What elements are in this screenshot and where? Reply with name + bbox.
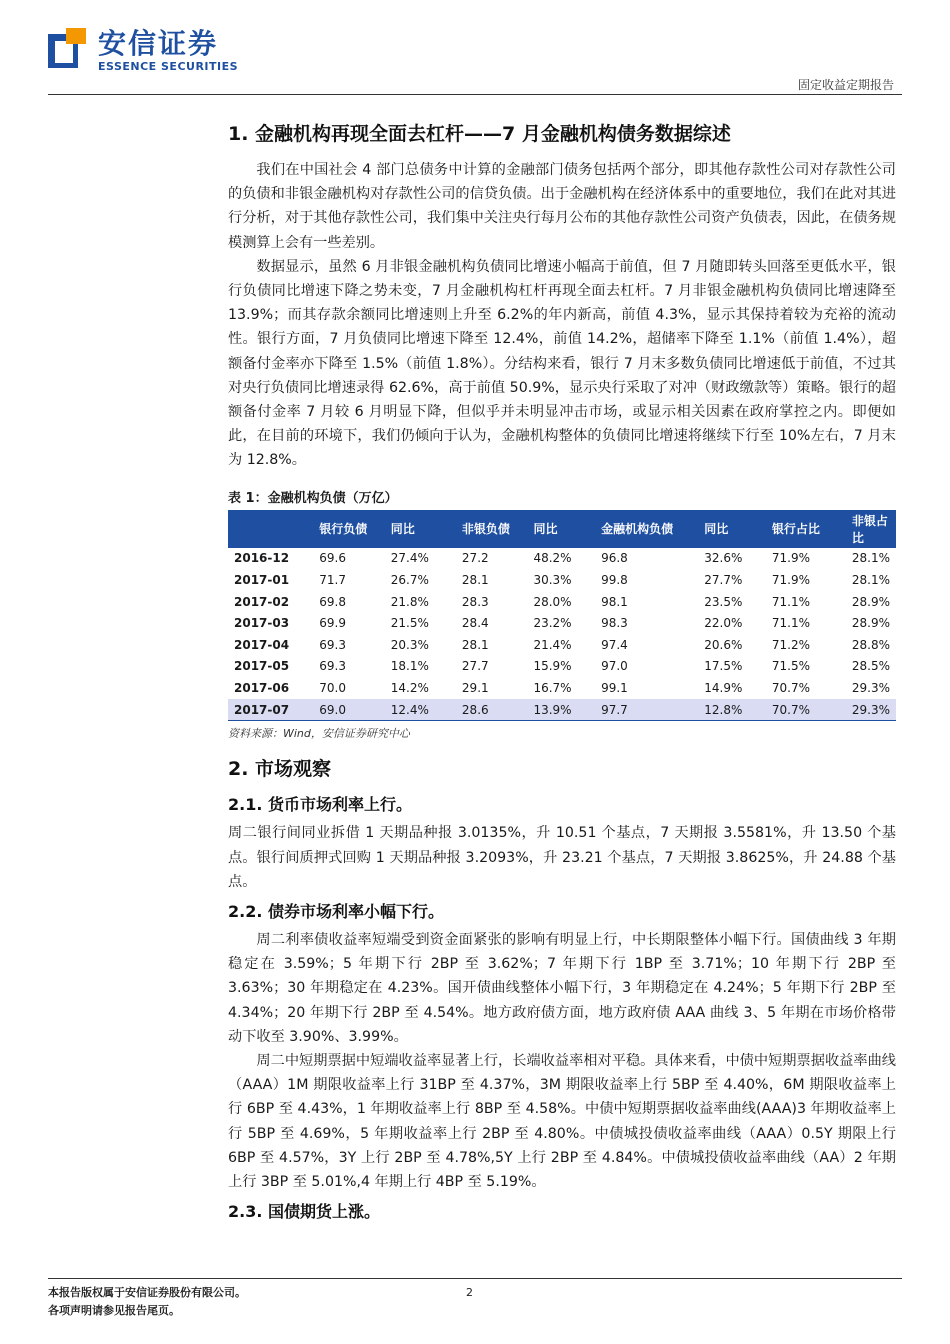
table-cell: 71.1% [771,616,811,631]
table-cell: 28.3 [461,594,489,609]
table-cell: 98.1 [601,594,628,609]
table-cell: 26.7% [390,573,429,588]
table-header-cell: 同比 [527,510,595,548]
table-cell: 29.3% [846,699,896,721]
table-cell: 98.3 [601,616,628,631]
table-cell: 29.1 [461,681,489,695]
table-row [228,569,896,591]
table-cell: 21.4% [533,637,572,652]
table-cell: 20.3% [390,637,429,652]
table-date-cell: 2017-01 [234,573,290,588]
table-cell: 71.9% [771,551,811,566]
table-cell: 70.0 [319,681,346,695]
table-row [228,656,896,678]
table-cell: 20.6% [704,637,743,652]
footer-notice: 各项声明请参见报告尾页。 [48,1304,180,1317]
table-cell: 97.0 [601,659,628,674]
table-cell: 22.0% [704,616,743,631]
table-cell: 71.1% [771,594,811,609]
table-date-cell: 2017-03 [234,616,290,631]
table-cell: 99.8 [601,573,628,588]
section-1-title: 1. 金融机构再现全面去杠杆——7 月金融机构债务数据综述 [228,123,731,145]
table-1-source: 资料来源：Wind，安信证券研究中心 [228,727,410,741]
financial-liabilities-table [228,510,896,722]
logo-chinese-name: 安信证券 [98,27,219,60]
logo-mark-icon [48,28,88,68]
table-date-cell: 2017-06 [234,681,290,695]
header-divider [48,94,902,95]
table-cell: 12.4% [385,699,456,721]
table-date-cell: 2017-05 [234,659,290,674]
table-row [228,591,896,613]
table-cell: 27.7% [704,573,743,588]
table-cell: 28.1% [851,551,890,566]
report-body [228,120,896,1224]
table-cell: 15.9% [533,659,572,674]
table-cell: 28.9% [851,616,890,631]
logo-english-name: ESSENCE SECURITIES [98,60,239,73]
table-cell: 14.2% [390,681,429,695]
table-cell: 71.7 [319,573,346,588]
table-cell: 96.8 [601,551,628,566]
table-cell: 28.8% [851,637,890,652]
footer-copyright: 本报告版权属于安信证券股份有限公司。 [48,1286,246,1299]
section-2-title: 2. 市场观察 [228,758,332,781]
table-cell: 99.1 [601,681,628,695]
page-number: 2 [466,1286,473,1299]
section-2-1-title: 2.1. 货币市场利率上行。 [228,795,412,815]
table-cell: 16.7% [533,681,572,695]
table-cell: 28.1 [461,573,489,588]
table-date-cell: 2017-02 [234,594,290,609]
table-row [228,548,896,570]
table-cell: 48.2% [533,551,572,566]
table-cell: 23.5% [704,594,743,609]
table-cell: 12.8% [698,699,766,721]
table-cell: 71.2% [771,637,811,652]
table-header-row [228,510,896,548]
table-row [228,634,896,656]
table-cell: 71.5% [771,659,811,674]
table-cell: 30.3% [533,573,572,588]
section-2-3-title: 2.3. 国债期货上涨。 [228,1202,380,1222]
section-1-paragraph-2: 数据显示，虽然 6 月非银金融机构负债同比增速小幅高于前值，但 7 月随即转头回落至更低水平，银行负债同比增速下降之势未变，7 月金融机构杠杆再现全面去杠杆。7 月非银金融机构负债同比增速降至 13.9%；而其存款余额同比增速则上升至 6.2%的年内新高，前值 4.3%，显示其保持着较为充裕的流动性。银行方面，7 月负债同比增速下降至 12.4%，前值 14.2%，超储率下降至 1.1%（前值 1.4%），超额备付金率亦下降至 1.5%（前值 1.8%）。分结构来看，银行 7 月末多数负债同比增速低于前值，不过其对央行负债同比增速录得 62.6%，高于前值 50.9%，显示央行采取了对冲（财政缴款等）策略。银行的超额备付金率 7 月较 6 月明显下降，但似乎并未明显冲击市场，或显示相关因素在政府掌控之内。即便如此，在目前的环境下，我们仍倾向于认为，金融机构整体的负债同比增速将继续下行至 10%左右，7 月末为 12.8%。 [228,258,896,469]
table-header-cell: 非银占比 [846,510,896,548]
table-cell: 27.7 [461,659,489,674]
table-cell: 32.6% [704,551,743,566]
footer-disclaimer [48,1284,246,1320]
table-cell: 69.9 [319,616,346,631]
table-cell: 28.1 [461,637,489,652]
table-cell: 29.3% [851,681,890,695]
table-cell: 28.6 [456,699,528,721]
section-1-paragraph-1: 我们在中国社会 4 部门总债务中计算的金融部门债务包括两个部分，即其他存款性公司对存款性公司的负债和非银金融机构对存款性公司的信贷负债。出于金融机构在经济体系中的重要地位，我们在此对其进行分析，对于其他存款性公司，我们集中关注央行每月公布的其他存款性公司资产负债表，因此，在债务规模测算上会有一些差别。 [228,162,896,251]
table-cell: 70.7% [766,699,846,721]
table-header-cell: 金融机构负债 [595,510,698,548]
table-date-cell: 2017-07 [228,699,313,721]
table-header-cell: 同比 [385,510,456,548]
table-header-cell: 银行占比 [766,510,846,548]
table-date-cell: 2017-04 [234,637,290,652]
table-date-cell: 2016-12 [234,551,290,566]
table-header-cell: 银行负债 [313,510,385,548]
table-cell: 69.8 [319,594,346,609]
table-cell: 69.3 [319,637,346,652]
table-cell: 69.6 [319,551,346,566]
table-cell: 27.4% [390,551,429,566]
table-cell: 28.4 [461,616,489,631]
table-cell: 97.7 [595,699,698,721]
company-logo [48,28,238,74]
table-cell: 97.4 [601,637,628,652]
table-cell: 28.9% [851,594,890,609]
table-cell: 13.9% [527,699,595,721]
table-cell: 17.5% [704,659,743,674]
table-cell: 14.9% [704,681,743,695]
table-cell: 69.0 [313,699,385,721]
section-2-2-title: 2.2. 债券市场利率小幅下行。 [228,902,444,921]
table-header-cell: 非银负债 [456,510,528,548]
table-cell: 28.5% [851,659,890,674]
table-row [228,699,896,721]
table-cell: 28.1% [851,573,890,588]
table-cell: 23.2% [533,616,572,631]
table-1-caption: 表 1：金融机构负债（万亿） [228,490,398,506]
table-cell: 27.2 [461,551,489,566]
section-2-1-paragraph: 周二银行间同业拆借 1 天期品种报 3.0135%，升 10.51 个基点，7 天期报 3.5581%，升 13.50 个基点。银行间质押式回购 1 天期品种报 3.2093%，升 23.21 个基点，7 天期报 3.8625%，升 24.88 个基点。 [228,825,896,890]
footer-divider [48,1278,902,1279]
table-cell: 71.9% [771,573,811,588]
table-cell: 18.1% [390,659,429,674]
table-header-cell [228,510,313,548]
table-row [228,677,896,699]
table-cell: 69.3 [319,659,346,674]
table-header-cell: 同比 [698,510,766,548]
table-cell: 28.0% [533,594,572,609]
section-2-2-paragraph-1: 周二利率债收益率短端受到资金面紧张的影响有明显上行，中长期限整体小幅下行。国债曲线 3 年期稳定在 3.59%；5 年期下行 2BP 至 3.62%；7 年期下行 1BP 至 3.71%；10 年期下行 2BP 至 3.63%；30 年期稳定在 4.23%。国开债曲线整体小幅下行，3 年期稳定在 4.24%；5 年期下行 2BP 至 4.34%；20 年期下行 2BP 至 4.54%。地方政府债方面，地方政府债 AAA 曲线 3、5 年期在市场价格带动下收至 3.90%、3.99%。 [228,932,896,1045]
table-cell: 70.7% [771,681,811,695]
table-cell: 21.5% [390,616,429,631]
report-type-label: 固定收益定期报告 [797,78,894,92]
table-row [228,612,896,634]
section-2-2-paragraph-2: 周二中短期票据中短端收益率显著上行，长端收益率相对平稳。具体来看，中债中短期票据收益率曲线（AAA）1M 期限收益率上行 31BP 至 4.37%，3M 期限收益率上行 5BP 至 4.40%，6M 期限收益率上行 6BP 至 4.43%，1 年期收益率上行 8BP 至 4.58%。中债中短期票据收益率曲线(AAA)3 年期收益率上行 5BP 至 4.69%，5 年期收益率上行 2BP 至 4.80%。中债城投债收益率曲线（AAA）0.5Y 期限上行 6BP 至 4.57%，3Y 上行 2BP 至 4.78%,5Y 上行 2BP 至 4.84%。中债城投债收益率曲线（AA）2 年期上行 3BP 至 5.01%,4 年期上行 4BP 至 5.19%。 [228,1053,896,1191]
table-cell: 21.8% [390,594,429,609]
